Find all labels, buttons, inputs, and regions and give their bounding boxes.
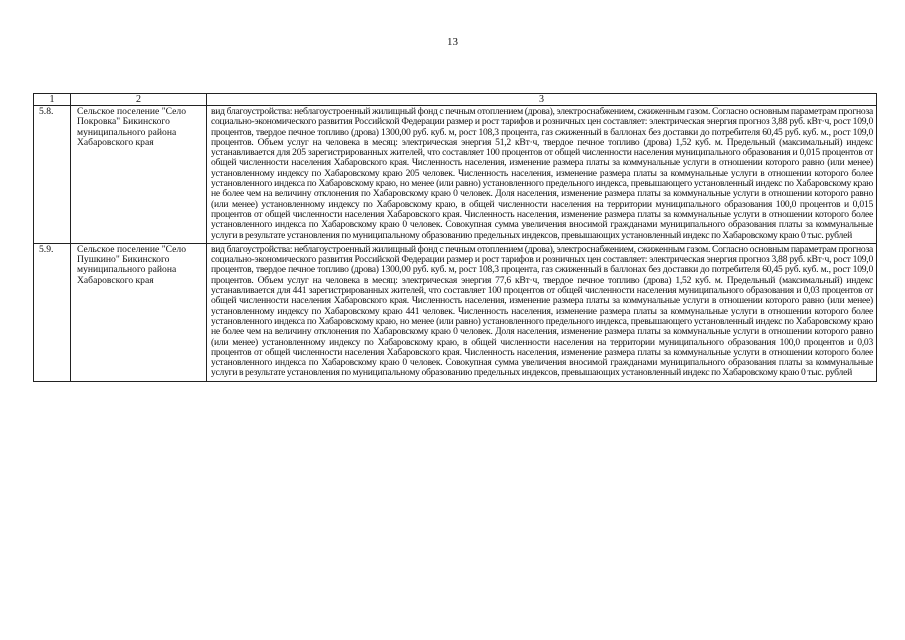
settlement-name: Сельское поселение "Село Пушкино" Бикинского муниципального района Хабаровского края xyxy=(71,243,207,381)
table-row xyxy=(34,243,877,381)
table-header-cell: 1 xyxy=(34,94,71,106)
table-header-cell: 2 xyxy=(71,94,207,106)
data-table xyxy=(33,93,877,382)
row-number: 5.9. xyxy=(34,243,71,381)
page-number: 13 xyxy=(447,36,458,48)
settlement-description: вид благоустройства: неблагоустроенный жилищный фонд с печным отоплением (дрова), электроснабжением, сжиженным газом. Согласно основным параметрам прогноза социально-экономического развития Российской Федерации размер и рост тарифов и розничных цен составляет: электрическая энергия прогноз 3,88 руб. кВт·ч, рост 109,0 процентов, твердое печное топливо (дрова) 1300,00 руб. куб. м, рост 108,3 процента, газ сжиженный в баллонах без доставки до потребителя 60,45 руб. куб. м., рост 109,0 процентов. Объем услуг на человека в месяц: электрическая энергия 51,2 кВт·ч, твердое печное топливо (дрова) 1,52 куб. м. Предельный (максимальный) индекс устанавливается для 205 зарегистрированных жителей, что составляет 100 процентов от общей численности населения муниципального образования и 0,015 процентов от общей численности населения Хабаровского края. Численность населения, изменение размера платы за коммунальные услуги в отношении которого равно (или менее) установленному индексу по Хабаровскому краю 205 человек. Численность населения, изменение размера платы за коммунальные услуги в отношении которого более установленного индекса по Хабаровскому краю, но менее (или равно) установленного предельного индекса, превышающего установленный индекс по Хабаровскому краю не более чем на величину отклонения по Хабаровскому краю 0 человек. Доля населения, изменение размера платы за коммунальные услуги в отношении которого равно (или менее) установленному индексу по Хабаровскому краю, в общей численности населения на территории муниципального образования 100,0 процентов и 0,015 процентов от общей численности населения Хабаровского края. Численность населения, изменение размера платы за коммунальные услуги в отношении которого более установленного индекса по Хабаровскому краю 0 человек. Совокупная сумма увеличения вносимой гражданами муниципального образования платы за коммунальные услуги в результате установления по муниципальному образованию предельных индексов, превышающих установленный индекс по Хабаровскому краю 0 тыс. рублей xyxy=(207,106,877,244)
table-header-cell: 3 xyxy=(207,94,877,106)
row-number: 5.8. xyxy=(34,106,71,244)
table-header-row xyxy=(34,94,877,106)
table-row xyxy=(34,106,877,244)
settlement-name: Сельское поселение "Село Покровка" Бикинского муниципального района Хабаровского края xyxy=(71,106,207,244)
settlement-description: вид благоустройства: неблагоустроенный жилищный фонд с печным отоплением (дрова), электроснабжением, сжиженным газом. Согласно основным параметрам прогноза социально-экономического развития Российской Федерации размер и рост тарифов и розничных цен составляет: электрическая энергия прогноз 3,88 руб. кВт·ч, рост 109,0 процентов, твердое печное топливо (дрова) 1300,00 руб. куб. м, рост 108,3 процента, газ сжиженный в баллонах без доставки до потребителя 60,45 руб. куб. м., рост 109,0 процентов. Объем услуг на человека в месяц: электрическая энергия 77,6 кВт·ч, твердое печное топливо (дрова) 1,52 куб. м. Предельный (максимальный) индекс устанавливается для 441 зарегистрированных жителей, что составляет 100 процентов от общей численности населения муниципального образования и 0,03 процентов от общей численности населения Хабаровского края. Численность населения, изменение размера платы за коммунальные услуги в отношении которого равно (или менее) установленному индексу по Хабаровскому краю 441 человек. Численность населения, изменение размера платы за коммунальные услуги в отношении которого более установленного индекса по Хабаровскому краю, но менее (или равно) установленного предельного индекса, превышающего установленный индекс по Хабаровскому краю не более чем на величину отклонения по Хабаровскому краю 0 человек. Доля населения, изменение размера платы за коммунальные услуги в отношении которого равно (или менее) установленному индексу по Хабаровскому краю, в общей численности населения на территории муниципального образования 100,0 процентов и 0,03 процентов от общей численности населения Хабаровского края. Численность населения, изменение размера платы за коммунальные услуги в отношении которого более установленного индекса по Хабаровскому краю 0 человек. Совокупная сумма увеличения вносимой гражданами муниципального образования платы за коммунальные услуги в результате установления по муниципальному образованию предельных индексов, превышающих установленный индекс по Хабаровскому краю 0 тыс. рублей xyxy=(207,243,877,381)
